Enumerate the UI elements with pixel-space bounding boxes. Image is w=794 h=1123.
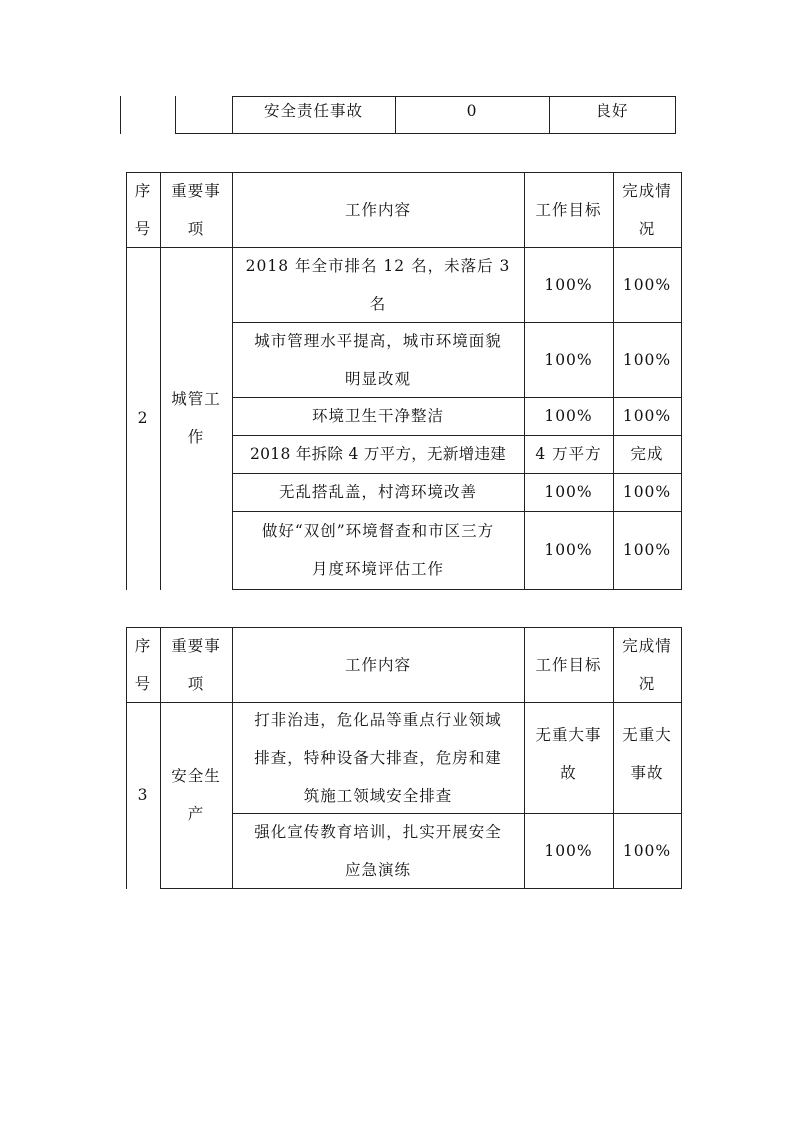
cell-text: 重要事 [171,181,221,200]
cell-text: 无重大 [622,726,672,744]
row-item [160,247,232,589]
cell-text: 序 [134,636,152,655]
cell-text: 100% [622,483,672,501]
row-seq [126,702,160,888]
table-border [681,172,682,590]
cell-text: 完成 [630,445,664,463]
cell-text: 2 [137,409,149,427]
header-seq [126,627,160,702]
table-row-done [613,322,681,397]
table-row-target [524,397,613,435]
cell-text: 2018 年全市排名 12 名，未落后 3 [245,256,511,275]
table-cell-target [395,96,549,126]
cell-text: 工作内容 [344,655,411,674]
cell-text: 排查，特种设备大排查，危房和建 [254,748,502,767]
table-row-target [524,813,613,888]
row-item [160,702,232,888]
table-row-content [232,473,524,511]
cell-text: 100% [544,483,593,501]
cell-text: 强化宣传教育培训，扎实开展安全 [254,822,502,841]
header-done [613,172,681,247]
table-row-content [232,322,524,397]
cell-text: 0 [466,102,478,120]
cell-text: 安全生 [171,767,221,785]
cell-text: 工作目标 [535,200,602,219]
header-done [613,627,681,702]
table-border [175,96,176,134]
table-row-target [524,322,613,397]
table-row-target [524,511,613,589]
table-row-done [613,397,681,435]
cell-text: 筑施工领域安全排查 [303,786,453,805]
cell-text: 号 [134,219,152,238]
table-border [120,96,121,134]
table-border [681,627,682,889]
header-seq [126,172,160,247]
cell-text: 100% [544,350,593,369]
table-row-done [613,435,681,473]
cell-text: 名 [369,294,387,313]
table-row-done [613,247,681,322]
cell-text: 良好 [595,102,629,120]
cell-text: 3 [137,786,149,804]
cell-text: 工作目标 [535,655,602,674]
cell-text: 100% [622,541,672,559]
table-row-content [232,397,524,435]
cell-text: 2018 年拆除 4 万平方，无新增违建 [249,445,507,463]
cell-text: 4 万平方 [535,445,602,463]
cell-text: 明显改观 [344,369,411,388]
cell-text: 号 [134,674,152,693]
table-border [232,589,682,590]
table-row-content [232,511,524,589]
cell-text: 应急演练 [344,860,411,879]
cell-text: 100% [544,407,593,425]
cell-text: 故 [560,764,577,782]
cell-text: 100% [544,541,593,559]
header-target [524,627,613,702]
table-row-target [524,435,613,473]
cell-text: 完成情 [622,181,672,200]
cell-text: 完成情 [622,636,672,655]
table-cell-status [549,96,675,126]
cell-text: 城管工 [171,390,221,408]
cell-text: 城市管理水平提高，城市环境面貌 [254,331,502,350]
table-row-content [232,813,524,888]
table-row-target [524,702,613,813]
table-border [675,96,676,134]
cell-text: 无乱搭乱盖，村湾环境改善 [278,483,477,501]
cell-text: 序 [134,181,152,200]
table-row-content [232,247,524,322]
cell-text: 况 [638,219,656,238]
header-content [232,172,524,247]
cell-text: 事故 [630,764,664,782]
cell-text: 项 [187,219,205,238]
cell-text: 作 [187,428,205,446]
row-seq [126,247,160,589]
cell-text: 重要事 [171,636,221,655]
header-item [160,627,232,702]
cell-text: 安全责任事故 [263,102,363,120]
cell-text: 100% [544,275,593,294]
table-row-done [613,511,681,589]
header-item [160,172,232,247]
table-row-content [232,702,524,813]
cell-text: 100% [622,841,672,860]
table-row-target [524,473,613,511]
table-row-target [524,247,613,322]
cell-text: 月度环境评估工作 [311,560,444,578]
cell-text: 做好“双创”环境督查和市区三方 [261,522,495,540]
cell-text: 打非治违，危化品等重点行业领域 [254,710,502,729]
table-border [175,133,676,134]
table-row-content [232,435,524,473]
cell-text: 无重大事 [535,726,602,744]
cell-text: 况 [638,674,656,693]
cell-text: 工作内容 [344,200,411,219]
table-row-done [613,813,681,888]
header-target [524,172,613,247]
cell-text: 环境卫生干净整洁 [311,407,444,425]
header-content [232,627,524,702]
table-row-done [613,702,681,813]
cell-text: 项 [187,674,205,693]
cell-text: 100% [622,350,672,369]
table-cell-item [232,96,395,126]
cell-text: 100% [622,275,672,294]
cell-text: 产 [187,805,205,823]
cell-text: 100% [622,407,672,425]
table-row-done [613,473,681,511]
cell-text: 100% [544,841,593,860]
